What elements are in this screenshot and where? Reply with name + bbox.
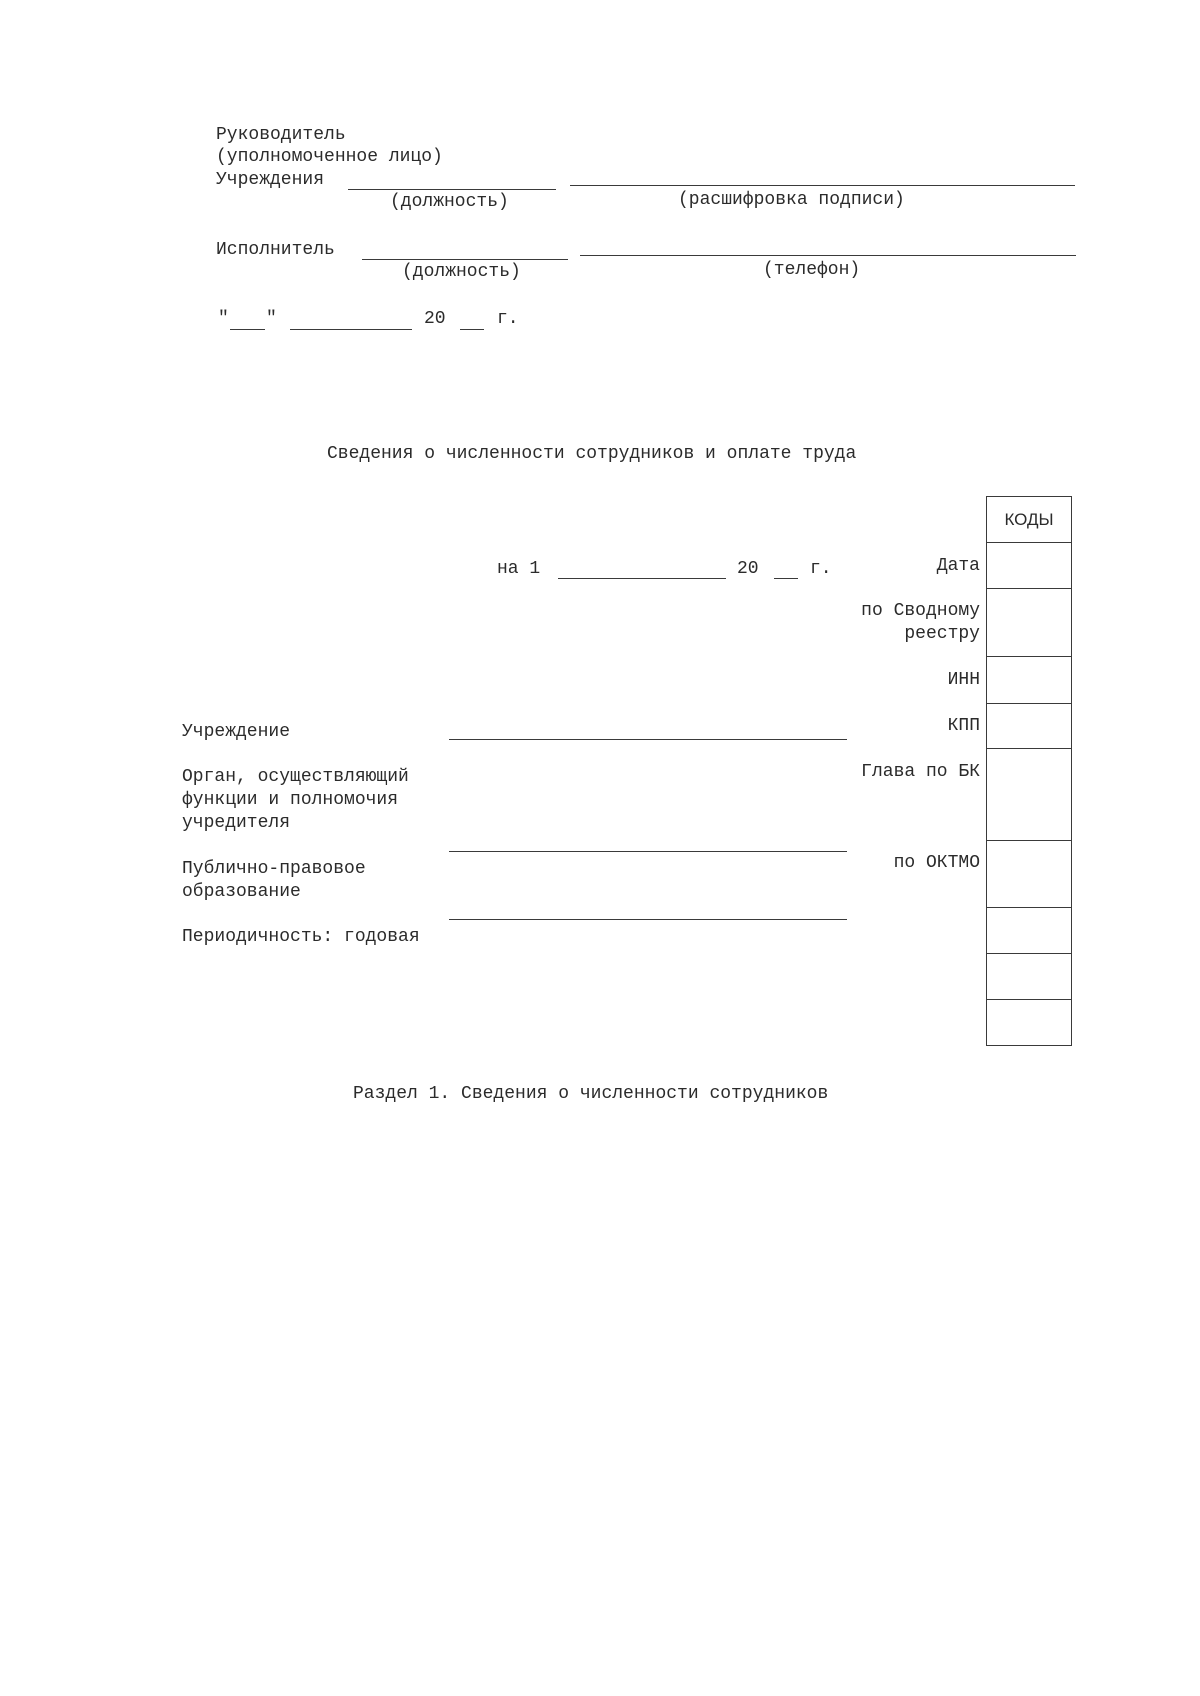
signature-decode-caption: (расшифровка подписи)	[678, 190, 905, 210]
report-date-suffix: г.	[810, 559, 832, 579]
head-signature-field[interactable]	[570, 185, 1075, 186]
date-quote-close: "	[266, 309, 277, 329]
report-date-year: 20	[737, 559, 759, 579]
date-year-field[interactable]	[460, 329, 484, 330]
label-oktmo: по ОКТМО	[893, 853, 980, 873]
code-cell-bk[interactable]	[987, 749, 1071, 841]
label-public-line2: образование	[182, 882, 301, 902]
report-date-field[interactable]	[558, 578, 726, 579]
head-label-line2: (уполномоченное лицо)	[216, 147, 443, 167]
code-cell-registry[interactable]	[987, 589, 1071, 657]
label-organ-line2: функции и полномочия	[182, 790, 399, 810]
date-month-field[interactable]	[290, 329, 412, 330]
position-caption: (должность)	[390, 192, 509, 212]
executor-phone-field[interactable]	[580, 255, 1076, 256]
codes-header: КОДЫ	[987, 497, 1071, 543]
label-organ-line3: учредителя	[182, 813, 291, 833]
label-organ-line1: Орган, осуществляющий	[182, 767, 409, 787]
code-cell-kpp[interactable]	[987, 704, 1071, 749]
phone-caption: (телефон)	[763, 260, 861, 280]
label-institution: Учреждение	[182, 722, 291, 742]
executor-label: Исполнитель	[216, 240, 335, 260]
label-kpp: КПП	[947, 716, 980, 736]
date-year-suffix: г.	[497, 309, 519, 329]
label-registry-line1: по Сводному	[861, 601, 980, 621]
executor-position-field[interactable]	[362, 259, 568, 260]
codes-box	[986, 496, 1072, 1046]
head-label-line1: Руководитель	[216, 125, 346, 145]
label-date: Дата	[936, 556, 980, 576]
report-year-field[interactable]	[774, 578, 798, 579]
date-quote-open: "	[218, 309, 229, 329]
label-periodicity: Периодичность: годовая	[182, 927, 420, 947]
code-cell-oktmo[interactable]	[987, 841, 1071, 908]
form-title: Сведения о численности сотрудников и оплате труда	[327, 444, 857, 464]
head-label-line3: Учреждения	[216, 170, 325, 190]
executor-position-caption: (должность)	[402, 262, 521, 282]
code-cell-extra-1[interactable]	[987, 908, 1071, 954]
report-date-prefix: на 1	[497, 559, 541, 579]
label-registry-line2: реестру	[904, 624, 980, 644]
head-position-field[interactable]	[348, 189, 556, 190]
code-cell-inn[interactable]	[987, 657, 1071, 704]
label-bk: Глава по БК	[861, 762, 980, 782]
code-cell-extra-2[interactable]	[987, 954, 1071, 1000]
public-entity-field[interactable]	[449, 919, 847, 920]
label-inn: ИНН	[947, 670, 980, 690]
date-day-field[interactable]	[230, 329, 265, 330]
organ-field[interactable]	[449, 851, 847, 852]
date-year-prefix: 20	[424, 309, 446, 329]
label-public-line1: Публично-правовое	[182, 859, 366, 879]
code-cell-extra-3[interactable]	[987, 1000, 1071, 1046]
section-title: Раздел 1. Сведения о численности сотрудников	[353, 1084, 829, 1104]
code-cell-date[interactable]	[987, 543, 1071, 589]
institution-field[interactable]	[449, 739, 847, 740]
